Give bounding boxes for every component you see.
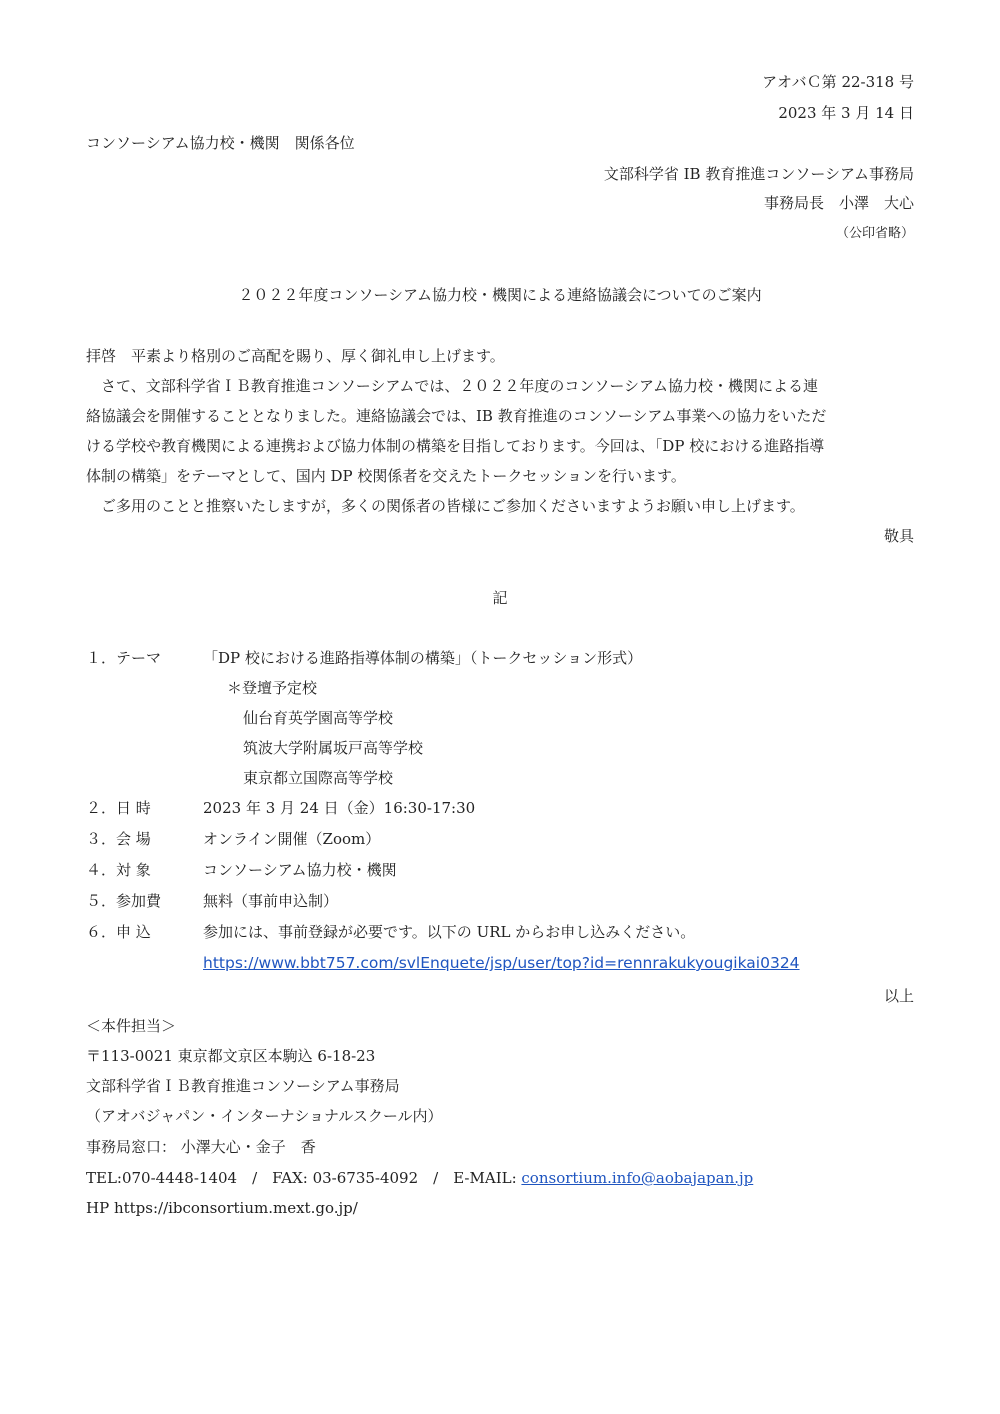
contact-organization: 文部科学省ＩＢ教育推進コンソーシアム事務局 <box>86 1077 400 1095</box>
document-number: アオバＣ第 22-318 号 <box>762 73 914 91</box>
ijou-ending: 以上 <box>883 987 914 1005</box>
closing-keigu: 敬具 <box>883 527 914 545</box>
item-label: ６．申 込 <box>86 923 151 941</box>
item-value: 参加には、事前登録が必要です。以下の URL からお申し込みください。 <box>203 923 696 941</box>
body-line: 体制の構築」をテーマとして、国内 DP 校関係者を交えたトークセッションを行います。 <box>86 467 686 485</box>
body-line: 絡協議会を開催することとなりました。連絡協議会では、IB 教育推進のコンソーシアム事業への協力をいただ <box>86 407 827 425</box>
body-line: さて、文部科学省ＩＢ教育推進コンソーシアムでは、２０２２年度のコンソーシアム協力校・機関による連 <box>86 377 819 395</box>
issue-date: 2023 年 3 月 14 日 <box>778 104 914 122</box>
speakers-heading: ＊登壇予定校 <box>227 679 318 697</box>
sender-organization: 文部科学省 IB 教育推進コンソーシアム事務局 <box>603 165 914 183</box>
ki-heading: 記 <box>492 589 508 607</box>
item-label: １．テーマ <box>86 649 162 667</box>
item-label: ２．日 時 <box>86 799 151 817</box>
item-value: 2023 年 3 月 24 日（金）16:30-17:30 <box>203 799 476 817</box>
body-line: ご多用のことと推察いたしますが，多くの関係者の皆様にご参加くださいますようお願い申し上げます。 <box>86 497 805 515</box>
speaker-school: 筑波大学附属坂戸高等学校 <box>243 739 424 757</box>
contact-organization-note: （アオバジャパン・インターナショナルスクール内） <box>86 1107 443 1125</box>
body-line: ける学校や教育機関による連携および協力体制の構築を目指しております。今回は、「DP 校における進路指導 <box>86 437 825 455</box>
item-value: 無料（事前申込制） <box>203 892 339 910</box>
speaker-school: 東京都立国際高等学校 <box>243 769 394 787</box>
tel-fax-text: TEL:070-4448-1404 / FAX: 03-6735-4092 / E-MAIL: <box>86 1169 522 1187</box>
item-value: オンライン開催（Zoom） <box>203 830 381 848</box>
item-value: 「DP 校における進路指導体制の構築」（トークセッション形式） <box>203 649 643 667</box>
item-label: ４．対 象 <box>86 861 151 879</box>
email-link[interactable]: consortium.info@aobajapan.jp <box>521 1169 754 1187</box>
contact-address: 〒113-0021 東京都文京区本駒込 6-18-23 <box>86 1047 376 1065</box>
seal-omitted-note: （公印省略） <box>835 226 914 241</box>
sender-person: 事務局長 小澤 大心 <box>763 194 914 212</box>
body-line: 拝啓 平素より格別のご高配を賜り、厚く御礼申し上げます。 <box>86 347 505 365</box>
item-value: コンソーシアム協力校・機関 <box>203 861 397 879</box>
item-label: ５．参加費 <box>86 892 162 910</box>
document-title: ２０２２年度コンソーシアム協力校・機関による連絡協議会についてのご案内 <box>238 286 762 304</box>
item-label: ３．会 場 <box>86 830 151 848</box>
registration-link[interactable]: https://www.bbt757.com/svlEnquete/jsp/user/top?id=rennrakukyougikai0324 <box>203 954 800 972</box>
addressee: コンソーシアム協力校・機関 関係各位 <box>86 134 355 152</box>
contact-homepage: HP https://ibconsortium.mext.go.jp/ <box>86 1199 358 1217</box>
contact-window: 事務局窓口： 小澤大心・金子 香 <box>86 1138 316 1156</box>
speaker-school: 仙台育英学園高等学校 <box>243 709 394 727</box>
contact-heading: ＜本件担当＞ <box>86 1017 177 1035</box>
contact-phone-line <box>86 1168 753 1188</box>
